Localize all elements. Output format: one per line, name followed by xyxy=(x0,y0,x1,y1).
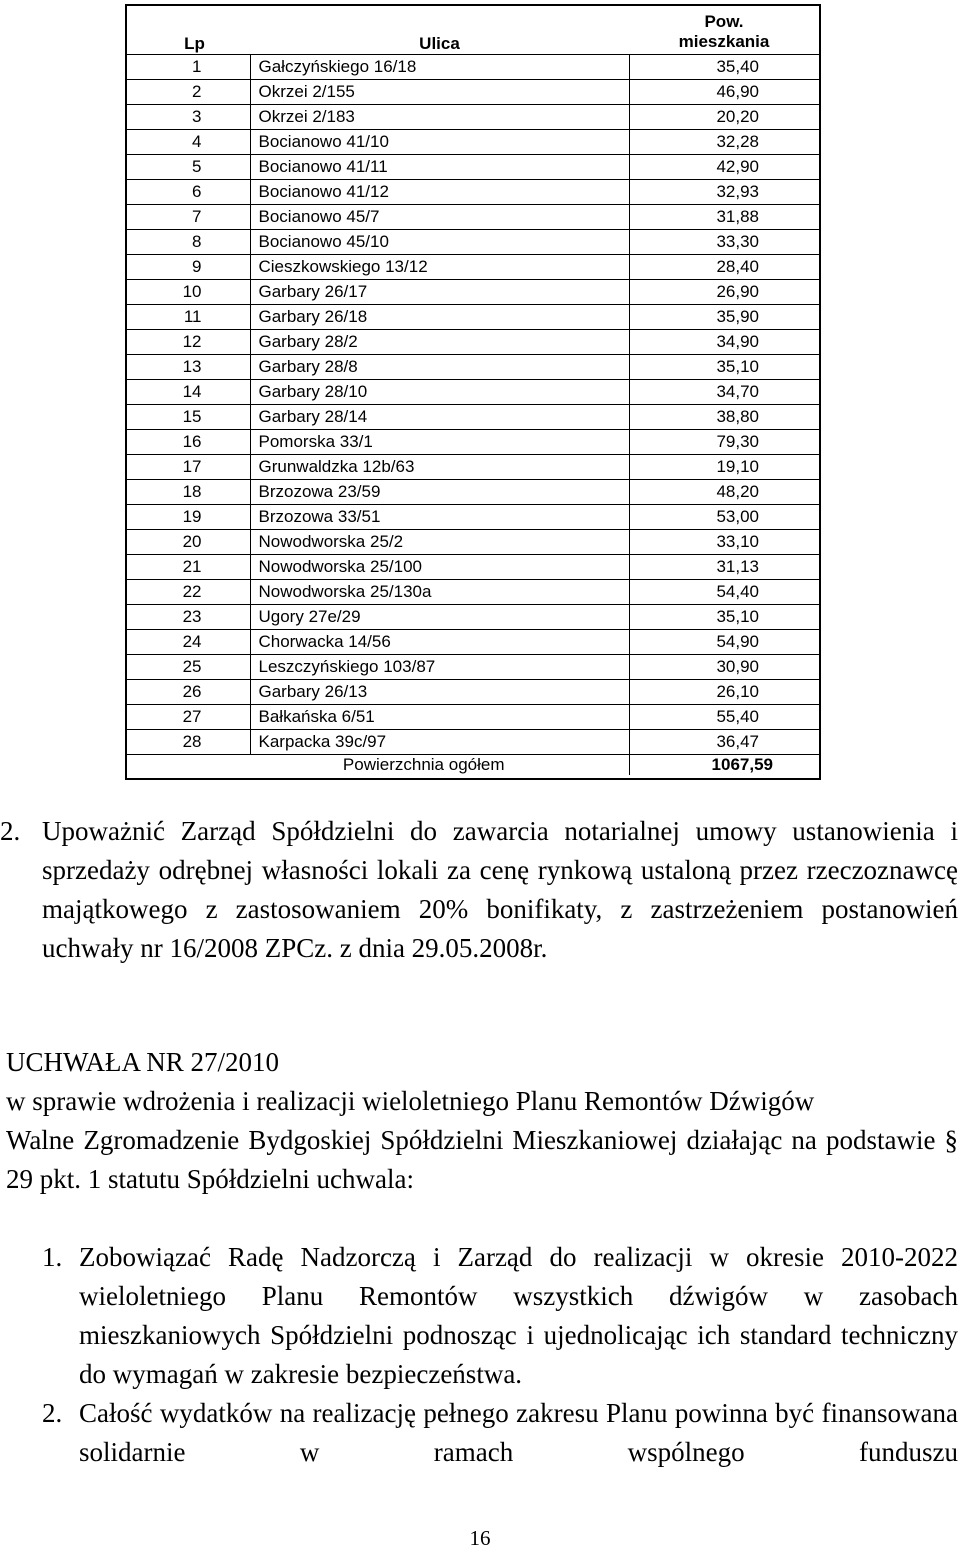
header-street: Ulica xyxy=(250,6,629,54)
row-area: 26,90 xyxy=(629,279,819,304)
row-area: 38,80 xyxy=(629,404,819,429)
row-lp: 20 xyxy=(127,529,250,554)
table-row xyxy=(127,379,819,404)
row-lp: 8 xyxy=(127,229,250,254)
row-street: Garbary 26/13 xyxy=(250,679,629,704)
row-area: 33,10 xyxy=(629,529,819,554)
row-lp: 4 xyxy=(127,129,250,154)
row-street: Ugory 27e/29 xyxy=(250,604,629,629)
row-area: 34,70 xyxy=(629,379,819,404)
row-area: 54,90 xyxy=(629,629,819,654)
table-row xyxy=(127,704,819,729)
resolution-item-2 xyxy=(6,1394,958,1472)
row-street: Nowodworska 25/130a xyxy=(250,579,629,604)
resolution-preamble: Walne Zgromadzenie Bydgoskiej Spółdzielni Mieszkaniowej działając na podstawie § 29 pkt. 1 statutu Spółdzielni uchwala: xyxy=(6,1125,958,1194)
row-area: 53,00 xyxy=(629,504,819,529)
header-area-top: Pow. xyxy=(704,11,744,31)
row-lp: 24 xyxy=(127,629,250,654)
page-number: 16 xyxy=(469,1526,491,1550)
row-street: Cieszkowskiego 13/12 xyxy=(250,254,629,279)
item-2-text: Upoważnić Zarząd Spółdzielni do zawarcia notarialnej umowy ustanowienia i sprzedaży odrębnej własności lokali za cenę rynkową ustaloną przez rzeczoznawcę majątkowego z zastosowaniem 20% bonifikaty, z zastrzeżeniem postanowień uchwały nr 16/2008 ZPCz. z dnia 29.05.2008r. xyxy=(42,816,958,963)
row-area: 28,40 xyxy=(629,254,819,279)
table-row xyxy=(127,179,819,204)
row-street: Brzozowa 33/51 xyxy=(250,504,629,529)
row-lp: 1 xyxy=(127,54,250,79)
row-area: 19,10 xyxy=(629,454,819,479)
row-lp: 27 xyxy=(127,704,250,729)
total-label: Powierzchnia ogółem xyxy=(127,754,629,775)
row-lp: 21 xyxy=(127,554,250,579)
row-street: Bocianowo 45/10 xyxy=(250,229,629,254)
row-lp: 10 xyxy=(127,279,250,304)
row-lp: 19 xyxy=(127,504,250,529)
row-area: 55,40 xyxy=(629,704,819,729)
row-area: 35,90 xyxy=(629,304,819,329)
table-row xyxy=(127,404,819,429)
row-lp: 2 xyxy=(127,79,250,104)
row-lp: 9 xyxy=(127,254,250,279)
item-2-paragraph xyxy=(0,812,958,968)
table-body xyxy=(127,54,819,754)
table-row xyxy=(127,229,819,254)
row-street: Garbary 26/17 xyxy=(250,279,629,304)
row-street: Garbary 28/2 xyxy=(250,329,629,354)
row-lp: 22 xyxy=(127,579,250,604)
resolution-item-1 xyxy=(6,1238,958,1394)
row-area: 42,90 xyxy=(629,154,819,179)
table-row xyxy=(127,154,819,179)
item-2-number: 2. xyxy=(0,816,21,846)
table-row xyxy=(127,279,819,304)
row-street: Karpacka 39c/97 xyxy=(250,729,629,754)
row-street: Bocianowo 45/7 xyxy=(250,204,629,229)
header-area-bottom: mieszkania xyxy=(678,31,770,51)
row-lp: 16 xyxy=(127,429,250,454)
row-area: 26,10 xyxy=(629,679,819,704)
row-lp: 3 xyxy=(127,104,250,129)
table-row xyxy=(127,504,819,529)
table-header-row xyxy=(127,6,819,54)
row-street: Pomorska 33/1 xyxy=(250,429,629,454)
resolution-item-2-text: Całość wydatków na realizację pełnego zakresu Planu powinna być finansowana solidarnie w ramach wspólnego funduszu xyxy=(79,1398,958,1467)
row-street: Nowodworska 25/2 xyxy=(250,529,629,554)
resolution-items xyxy=(6,1238,958,1472)
row-lp: 14 xyxy=(127,379,250,404)
row-area: 32,93 xyxy=(629,179,819,204)
row-area: 34,90 xyxy=(629,329,819,354)
row-area: 35,10 xyxy=(629,354,819,379)
table-row xyxy=(127,329,819,354)
resolution-subject: w sprawie wdrożenia i realizacji wieloletniego Planu Remontów Dźwigów xyxy=(6,1086,815,1116)
table-row xyxy=(127,579,819,604)
row-area: 20,20 xyxy=(629,104,819,129)
row-street: Grunwaldzka 12b/63 xyxy=(250,454,629,479)
resolution-item-1-number: 1. xyxy=(42,1242,63,1272)
row-area: 35,40 xyxy=(629,54,819,79)
row-area: 31,13 xyxy=(629,554,819,579)
table-row xyxy=(127,104,819,129)
row-area: 33,30 xyxy=(629,229,819,254)
row-street: Bocianowo 41/12 xyxy=(250,179,629,204)
table-row xyxy=(127,354,819,379)
table-row xyxy=(127,679,819,704)
row-lp: 12 xyxy=(127,329,250,354)
table-row xyxy=(127,529,819,554)
row-lp: 11 xyxy=(127,304,250,329)
resolution-item-2-number: 2. xyxy=(42,1398,63,1428)
header-lp: Lp xyxy=(127,6,250,54)
total-value: 1067,59 xyxy=(711,754,773,774)
row-lp: 13 xyxy=(127,354,250,379)
row-area: 46,90 xyxy=(629,79,819,104)
row-lp: 25 xyxy=(127,654,250,679)
table-row xyxy=(127,454,819,479)
row-street: Bałkańska 6/51 xyxy=(250,704,629,729)
table-row xyxy=(127,129,819,154)
row-area: 31,88 xyxy=(629,204,819,229)
apartments-table-frame xyxy=(125,4,821,780)
table-row xyxy=(127,54,819,79)
row-street: Leszczyńskiego 103/87 xyxy=(250,654,629,679)
resolution-item-1-text: Zobowiązać Radę Nadzorczą i Zarząd do realizacji w okresie 2010-2022 wieloletniego Planu Remontów wszystkich dźwigów w zasobach mieszkaniowych Spółdzielni podnosząc i ujednolicając ich standard techniczny do wymagań w zakresie bezpieczeństwa. xyxy=(79,1242,958,1389)
row-lp: 5 xyxy=(127,154,250,179)
row-area: 54,40 xyxy=(629,579,819,604)
row-street: Bocianowo 41/11 xyxy=(250,154,629,179)
row-street: Bocianowo 41/10 xyxy=(250,129,629,154)
table-row xyxy=(127,79,819,104)
table-row xyxy=(127,204,819,229)
header-area xyxy=(629,6,819,54)
table-row xyxy=(127,604,819,629)
row-lp: 23 xyxy=(127,604,250,629)
row-area: 48,20 xyxy=(629,479,819,504)
apartments-table xyxy=(127,6,819,775)
row-street: Nowodworska 25/100 xyxy=(250,554,629,579)
row-area: 32,28 xyxy=(629,129,819,154)
row-lp: 18 xyxy=(127,479,250,504)
table-row xyxy=(127,654,819,679)
row-street: Brzozowa 23/59 xyxy=(250,479,629,504)
table-row xyxy=(127,629,819,654)
row-street: Okrzei 2/155 xyxy=(250,79,629,104)
resolution-title: UCHWAŁA NR 27/2010 xyxy=(6,1047,280,1077)
row-lp: 15 xyxy=(127,404,250,429)
row-street: Garbary 28/14 xyxy=(250,404,629,429)
row-street: Chorwacka 14/56 xyxy=(250,629,629,654)
row-area: 79,30 xyxy=(629,429,819,454)
row-lp: 26 xyxy=(127,679,250,704)
table-row xyxy=(127,554,819,579)
row-area: 36,47 xyxy=(629,729,819,754)
table-row xyxy=(127,304,819,329)
row-area: 30,90 xyxy=(629,654,819,679)
table-row xyxy=(127,729,819,754)
table-row xyxy=(127,254,819,279)
row-street: Okrzei 2/183 xyxy=(250,104,629,129)
table-total-row xyxy=(127,754,819,775)
row-lp: 6 xyxy=(127,179,250,204)
table-row xyxy=(127,429,819,454)
row-street: Gałczyńskiego 16/18 xyxy=(250,54,629,79)
row-lp: 17 xyxy=(127,454,250,479)
resolution-section xyxy=(6,1043,958,1199)
row-area: 35,10 xyxy=(629,604,819,629)
row-lp: 28 xyxy=(127,729,250,754)
row-street: Garbary 26/18 xyxy=(250,304,629,329)
row-street: Garbary 28/10 xyxy=(250,379,629,404)
row-lp: 7 xyxy=(127,204,250,229)
row-street: Garbary 28/8 xyxy=(250,354,629,379)
table-row xyxy=(127,479,819,504)
